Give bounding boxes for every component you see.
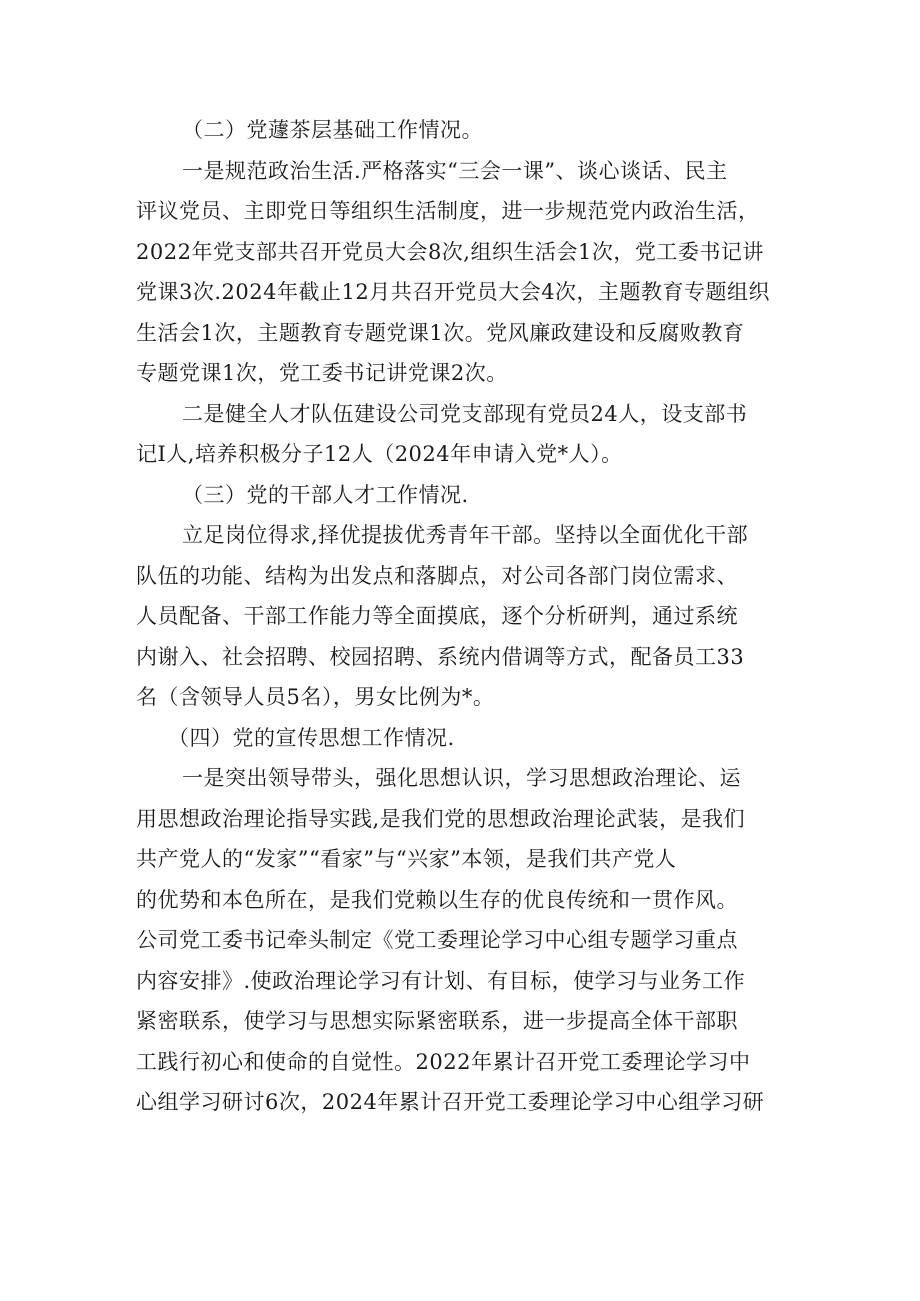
text-line: 专题党课1次，党工委书记讲党课2次。 (136, 361, 508, 385)
text-line: 生活会1次，主题教育专题党课1次。党风廉政建设和反腐败教育 (136, 320, 745, 345)
text-line: 2022年党支部共召开党员大会8次,组织生活会1次，党工委书记讲 (136, 239, 764, 264)
document-body (136, 110, 796, 1123)
text-line: 评议党员、主即党日等组织生活制度，进一步规范党内政治生活， (136, 199, 760, 223)
text-line: 党课3次.2024年截止12月共召开党员大会4次，主题教育专题组织 (136, 280, 771, 304)
text-line: 心组学习研讨6次，2024年累计召开党工委理论学习中心组学习研 (136, 1090, 765, 1114)
text-line: （四）党的宣传思想工作情况. (168, 725, 455, 750)
text-line: 的优势和本色所在，是我们党赖以生存的优良传统和一贯作风。 (136, 887, 738, 912)
text-line: 名（含领导人员5名），男女比例为*。 (136, 685, 495, 709)
text-line: 记I人,培养积极分子12人（2024年申请入党*人）。 (136, 442, 623, 466)
text-line: （二）党蘧茶层基础工作情况。 (182, 118, 483, 142)
text-line: 内谢入、社会招聘、校园招聘、系统内借调等方式，配备员工33 (136, 644, 745, 669)
text-line: （三）党的干部人才工作情况. (182, 482, 469, 507)
text-line: 二是健全人才队伍建设公司党支部现有党员24人，设支部书 (182, 401, 748, 426)
text-line: 一是规范政治生活.严格落实“三会一课”、谈心谈话、民主 (182, 158, 728, 183)
text-line: 公司党工委书记牵头制定《党工委理论学习中心组专题学习重点 (136, 928, 738, 952)
text-line: 人员配备、干部工作能力等全面摸底，逐个分析研判，通过系统 (136, 604, 738, 628)
text-line: 队伍的功能、结构为出发点和落脚点，对公司各部门岗位需求、 (136, 563, 738, 588)
text-line: 立足岗位得求,择优提拔优秀青年干部。坚持以全面优化干部 (182, 523, 749, 547)
text-line: 工践行初心和使命的自觉性。2022年累计召开党工委理论学习中 (136, 1049, 751, 1074)
text-line: 一是突出领导带头，强化思想认识，学习思想政治理论、运 (182, 766, 741, 790)
text-line: 用思想政治理论指导实践,是我们党的思想政治理论武装，是我们 (136, 806, 746, 831)
text-line: 紧密联系，使学习与思想实际紧密联系，进一步提高全体干部职 (136, 1009, 738, 1033)
text-line: 共产党人的“发家”“看家”与“兴家”本领，是我们共产党人 (136, 847, 677, 871)
text-line: 内容安排》.使政治理论学习有计划、有目标，使学习与业务工作 (136, 968, 746, 993)
